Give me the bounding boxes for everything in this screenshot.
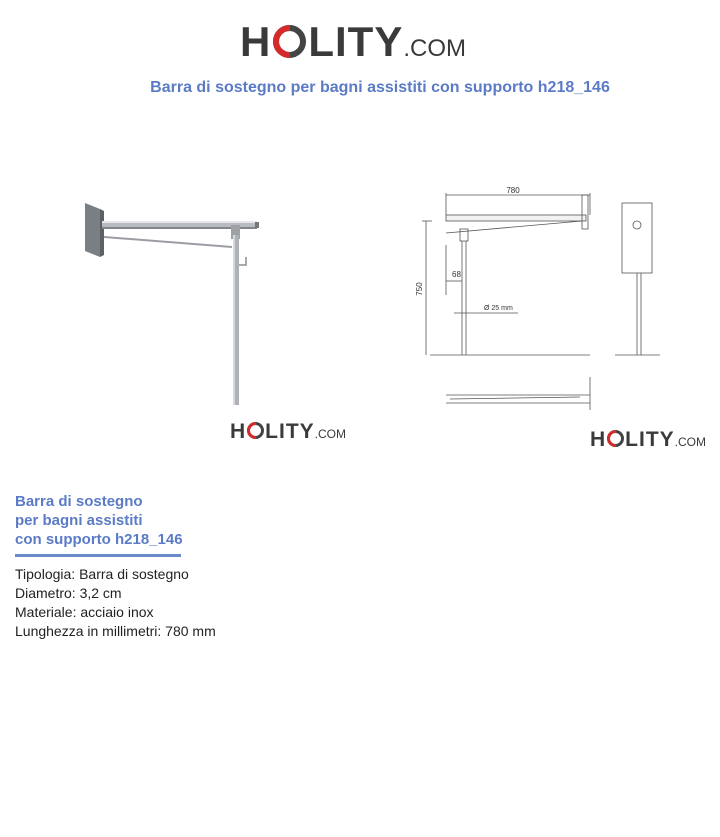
spec-list [15, 565, 216, 641]
section-title-line: per bagni assistiti [15, 512, 143, 529]
logo-suffix: .COM [674, 435, 707, 449]
logo-suffix: .COM [403, 35, 467, 62]
logo-suffix: .COM [314, 427, 347, 441]
logo-word: LITY [625, 428, 675, 451]
section-title-line: Barra di sostegno [15, 493, 143, 510]
logo-word: LITY [265, 420, 315, 443]
dimension-diameter: Ø 25 mm [484, 305, 513, 312]
product-photo [80, 195, 270, 410]
logo-ring-icon [247, 422, 264, 439]
logo-letter-h: H [240, 18, 272, 65]
spec-type: Tipologia: Barra di sostegno [15, 566, 189, 582]
logo-ring-icon [273, 25, 306, 58]
photo-watermark-logo [230, 420, 346, 444]
logo-word: LITY [308, 18, 404, 65]
section-underline [15, 554, 181, 557]
logo-letter-h: H [590, 428, 607, 451]
logo-letter-h: H [230, 420, 247, 443]
brand-logo[interactable] [240, 18, 466, 66]
section-title-line: con supporto h218_146 [15, 531, 183, 548]
spec-length: Lunghezza in millimetri: 780 mm [15, 623, 216, 639]
section-title [15, 492, 215, 549]
page-title: Barra di sostegno per bagni assistiti con supporto h218_146 [150, 79, 610, 96]
technical-drawing [410, 185, 710, 415]
spec-diameter: Diametro: 3,2 cm [15, 585, 122, 601]
logo-ring-icon [607, 430, 624, 447]
spec-material: Materiale: acciaio inox [15, 604, 154, 620]
drawing-watermark-logo [590, 428, 706, 452]
dimension-offset: 68 [452, 270, 461, 279]
dimension-height: 750 [415, 282, 424, 296]
dimension-width: 780 [506, 186, 520, 195]
